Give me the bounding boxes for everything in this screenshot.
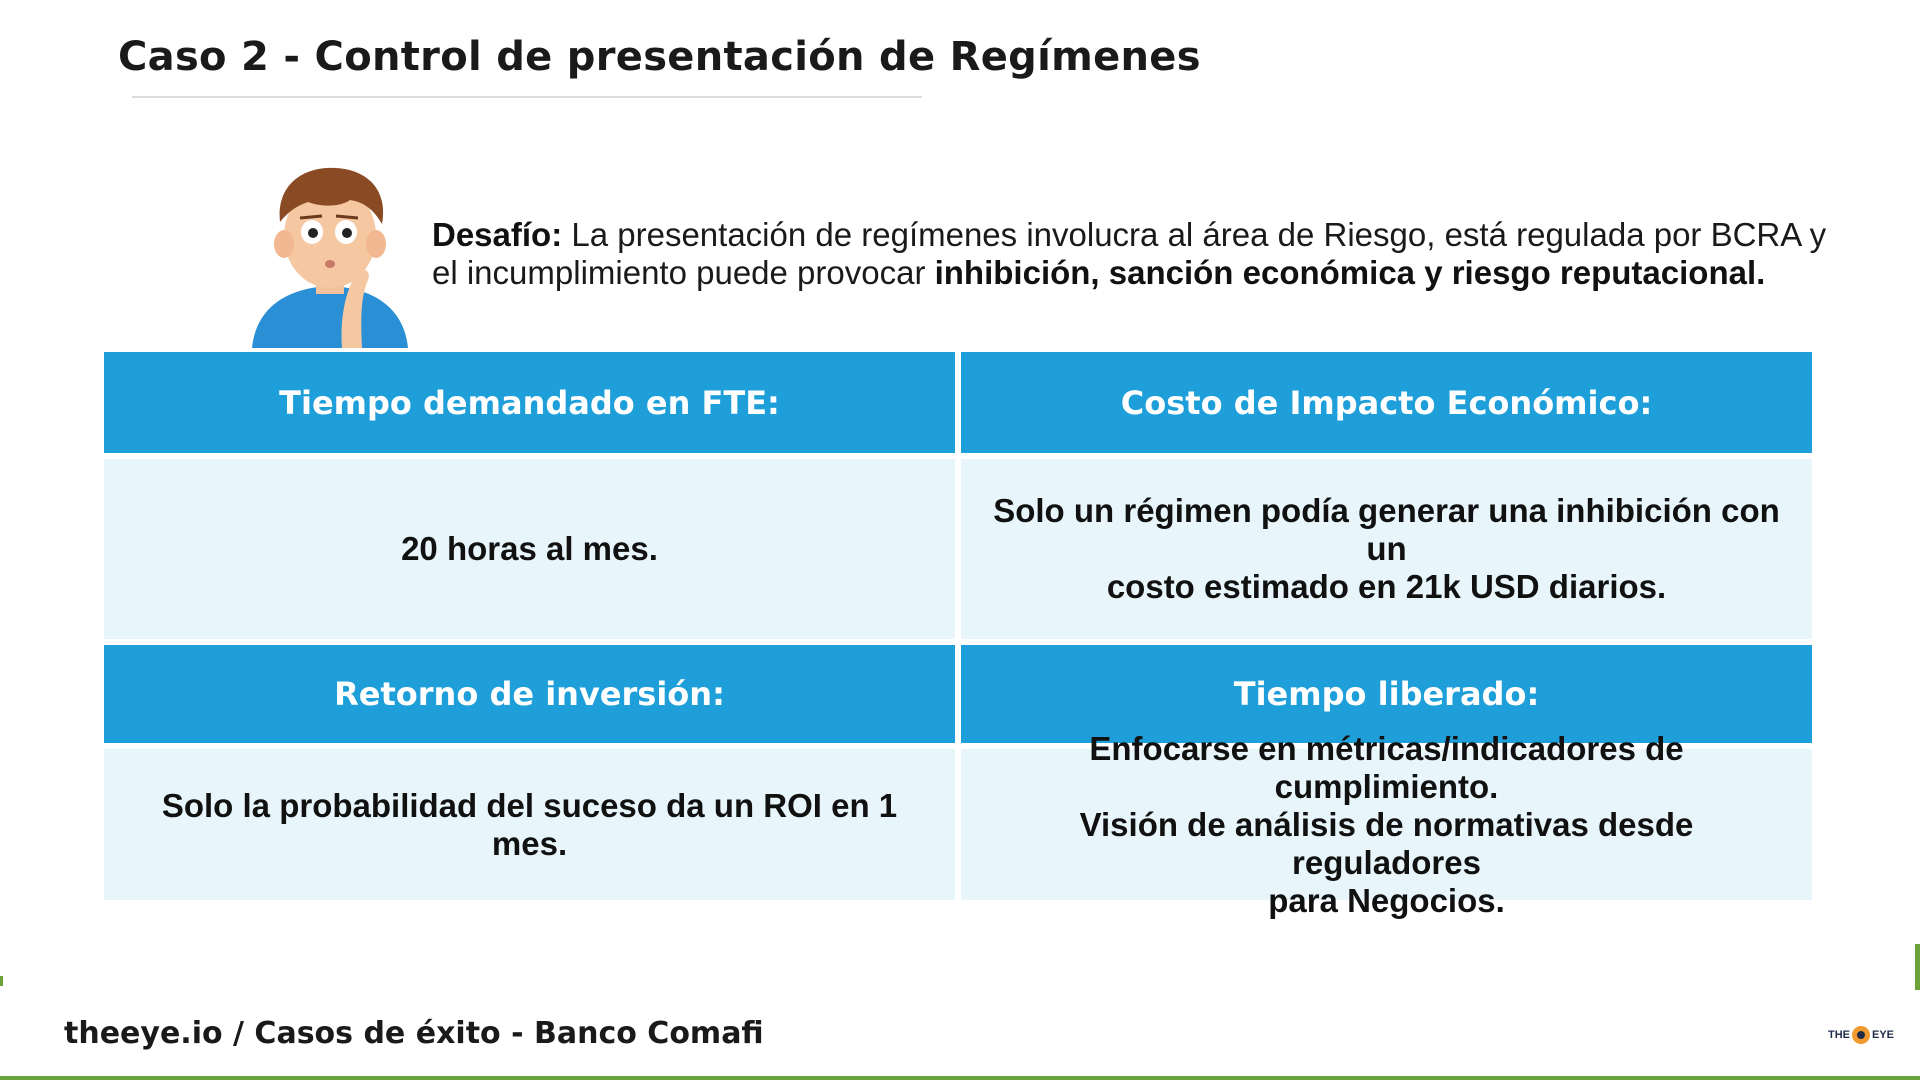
card-body-line: Solo la probabilidad del suceso da un ROI en 1 mes. (161, 786, 898, 862)
eye-icon (1852, 1026, 1870, 1044)
card-header-time-freed: Tiempo liberado: (961, 645, 1812, 743)
card-body-fte (104, 459, 955, 639)
challenge-text (432, 216, 1832, 292)
card-body-cost (961, 459, 1812, 639)
challenge-label: Desafío: (432, 216, 563, 253)
footer-accent-line (0, 1076, 1920, 1080)
metrics-grid (104, 352, 1812, 919)
card-body-line: Enfocarse en métricas/indicadores de cumplimiento. (1089, 729, 1684, 805)
challenge-body: La presentación de regímenes involucra al área de Riesgo, está regulada por BCRA y el incumplimiento puede provocar (432, 216, 1827, 291)
card-header-roi: Retorno de inversión: (104, 645, 955, 743)
thinking-person-icon (250, 162, 410, 348)
card-body-time-freed (961, 729, 1812, 919)
card-header-cost: Costo de Impacto Económico: (961, 352, 1812, 453)
logo-text-right: EYE (1872, 1029, 1895, 1041)
card-body-line: Solo un régimen podía generar una inhibición con un (993, 492, 1780, 567)
footer-breadcrumb: theeye.io / Casos de éxito - Banco Comafi (64, 1016, 764, 1051)
card-body-line: para Negocios. (1268, 881, 1505, 919)
card-header-fte: Tiempo demandado en FTE: (104, 352, 955, 453)
card-body-roi (104, 749, 955, 900)
right-edge-marker (1915, 944, 1920, 990)
card-body-line: 20 horas al mes. (401, 530, 658, 567)
card-body-line: Visión de análisis de normativas desde reguladores (1079, 805, 1694, 881)
slide-title: Caso 2 - Control de presentación de Regímenes (118, 34, 1201, 80)
card-body-line: costo estimado en 21k USD diarios. (1106, 568, 1667, 605)
logo-text-left: THE (1828, 1029, 1850, 1041)
challenge-emphasis: inhibición, sanción económica y riesgo reputacional. (934, 254, 1766, 291)
title-underline (132, 96, 922, 98)
the-eye-logo-icon (1828, 1026, 1894, 1044)
left-edge-marker (0, 976, 3, 986)
